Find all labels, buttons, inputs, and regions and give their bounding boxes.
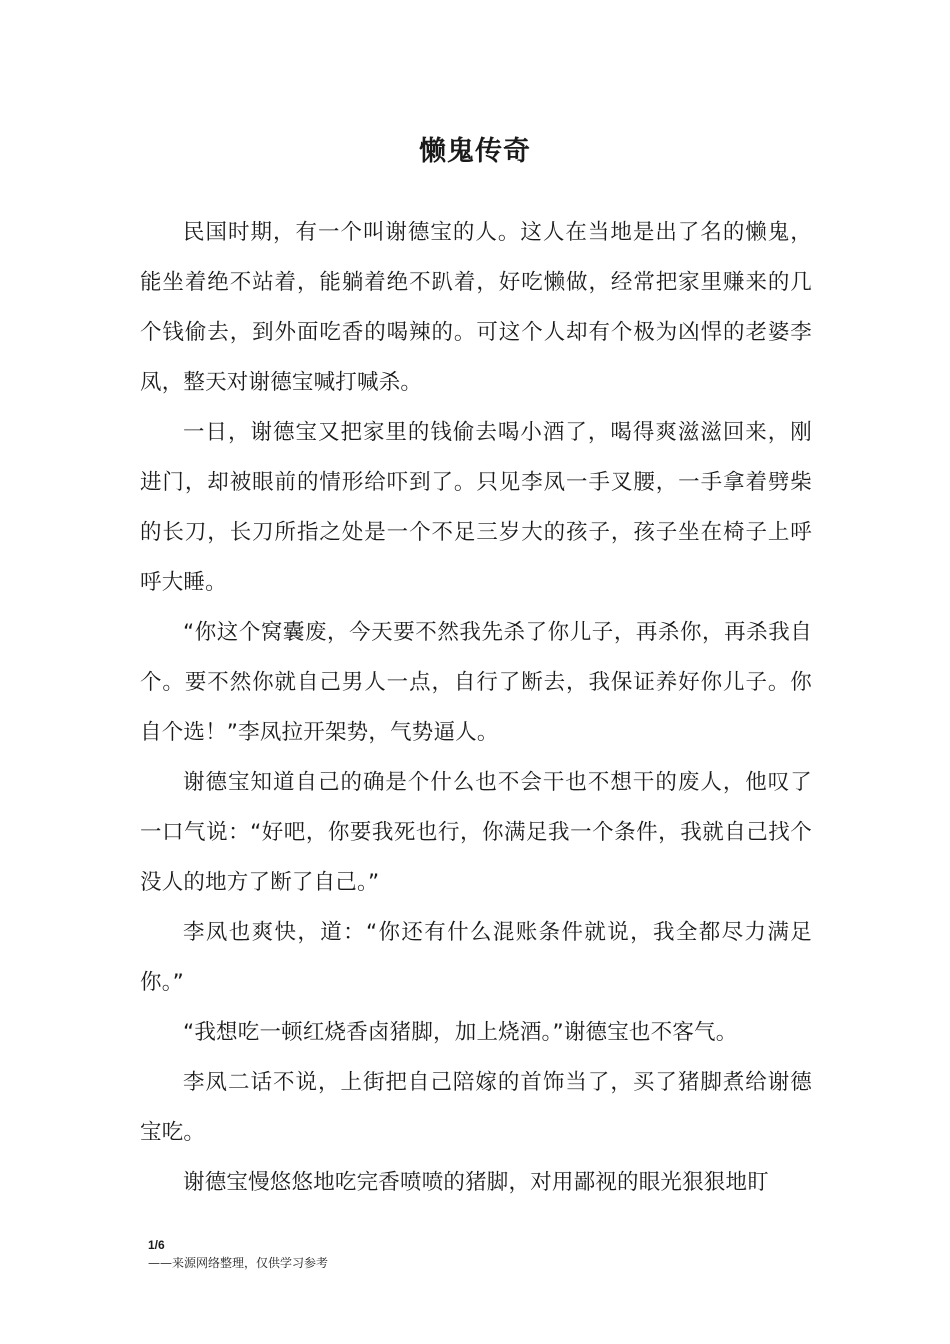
paragraph: 一日，谢德宝又把家里的钱偷去喝小酒了，喝得爽滋滋回来，刚进门，却被眼前的情形给吓到了。只见李凤一手叉腰，一手拿着劈柴的长刀，长刀所指之处是一个不足三岁大的孩子，孩子坐在椅子上呼呼大睡。 [140,420,812,595]
paragraph: 谢德宝知道自己的确是个什么也不会干也不想干的废人，他叹了一口气说：“好吧，你要我死也行，你满足我一个条件，我就自己找个没人的地方了断了自己。” [140,770,812,895]
paragraph: 李凤也爽快，道：“你还有什么混账条件就说，我全都尽力满足你。” [140,920,812,995]
page-number: 1/6 [148,1238,165,1252]
paragraph: “你这个窝囊废，今天要不然我先杀了你儿子，再杀你，再杀我自个。要不然你就自己男人一点，自行了断去，我保证养好你儿子。你自个选！”李凤拉开架势，气势逼人。 [140,620,812,745]
page-footer [148,1238,548,1272]
paragraph: 谢德宝慢悠悠地吃完香喷喷的猪脚，对用鄙视的眼光狠狠地盯 [183,1170,769,1195]
source-note: ——来源网络整理，仅供学习参考 [148,1256,329,1270]
paragraph: 李凤二话不说，上街把自己陪嫁的首饰当了，买了猪脚煮给谢德宝吃。 [140,1070,812,1145]
document-body [140,208,812,1208]
paragraph: “我想吃一顿红烧香卤猪脚，加上烧酒。”谢德宝也不客气。 [183,1020,738,1045]
document-title: 懒鬼传奇 [419,136,531,167]
paragraph: 民国时期，有一个叫谢德宝的人。这人在当地是出了名的懒鬼，能坐着绝不站着，能躺着绝不趴着，好吃懒做，经常把家里赚来的几个钱偷去，到外面吃香的喝辣的。可这个人却有个极为凶悍的老婆李凤，整天对谢德宝喊打喊杀。 [140,220,812,395]
